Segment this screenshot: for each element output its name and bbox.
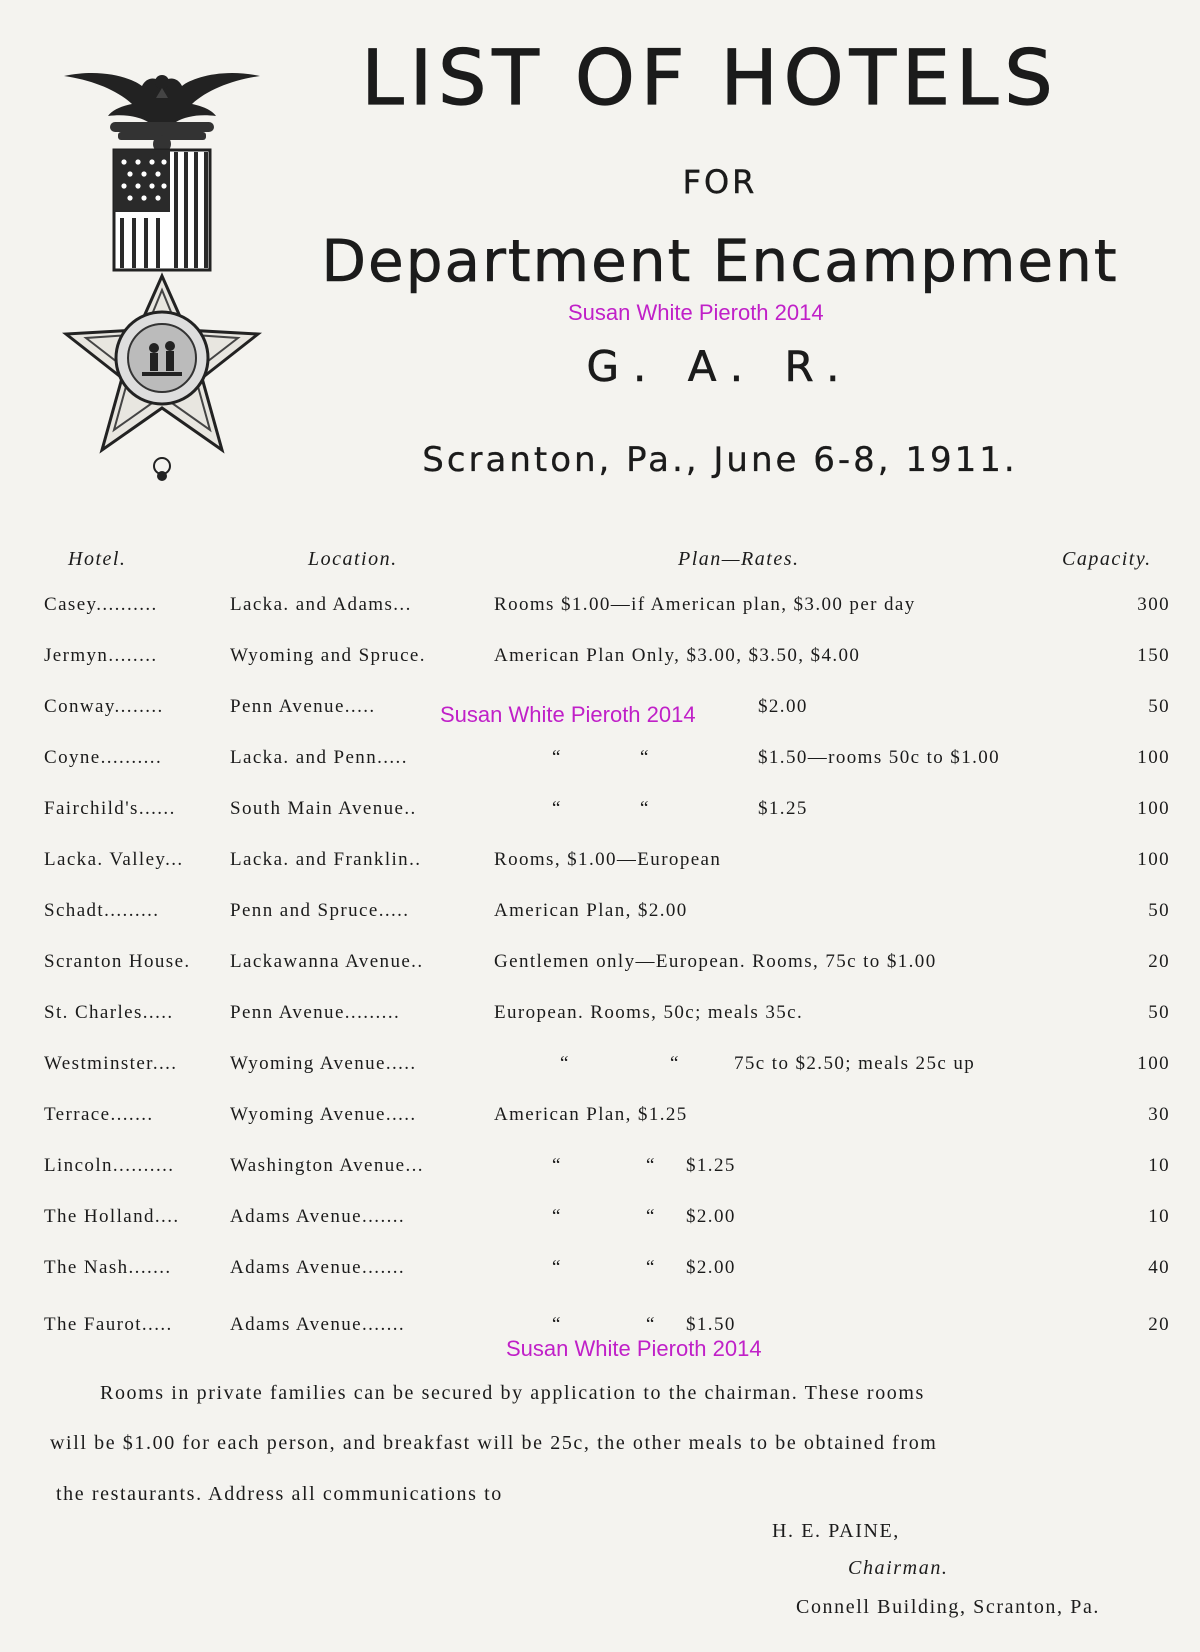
hotel-location: Lacka. and Franklin.. — [230, 849, 422, 870]
table-row — [0, 747, 1200, 779]
page-title: LIST OF HOTELS — [361, 33, 1059, 122]
ditto-mark: “ — [646, 1257, 656, 1278]
hotel-name: Terrace....... — [44, 1104, 154, 1125]
hotel-plan: $2.00 — [686, 1206, 736, 1227]
title-for: FOR — [682, 163, 758, 201]
table-row — [0, 1053, 1200, 1085]
hotel-plan: 75c to $2.50; meals 25c up — [734, 1053, 976, 1074]
hotel-plan: Gentlemen only—European. Rooms, 75c to $1.00 — [494, 951, 937, 972]
ditto-mark: “ — [552, 1314, 562, 1335]
watermark: Susan White Pieroth 2014 — [440, 702, 696, 727]
table-row — [0, 1206, 1200, 1238]
hotel-plan: American Plan, $1.25 — [494, 1104, 688, 1125]
hotel-capacity: 100 — [1137, 747, 1170, 768]
hotel-location: Adams Avenue....... — [230, 1206, 406, 1227]
ditto-mark: “ — [552, 747, 562, 768]
hotel-location: Penn and Spruce..... — [230, 900, 410, 921]
footer-paragraph-line: the restaurants. Address all communications to — [56, 1483, 503, 1505]
ditto-mark: “ — [552, 1155, 562, 1176]
gar-medal-icon — [62, 58, 262, 498]
hotel-location: Penn Avenue..... — [230, 696, 376, 717]
hotel-capacity: 20 — [1148, 951, 1170, 972]
column-header-hotel: Hotel. — [68, 548, 127, 570]
hotel-name: Jermyn........ — [44, 645, 158, 666]
ditto-mark: “ — [552, 1257, 562, 1278]
hotel-plan: $1.25 — [758, 798, 808, 819]
hotel-plan: American Plan Only, $3.00, $3.50, $4.00 — [494, 645, 861, 666]
hotel-name: The Holland.... — [44, 1206, 180, 1227]
hotel-name: Westminster.... — [44, 1053, 178, 1074]
footer-paragraph-line: Rooms in private families can be secured by application to the chairman. These rooms — [100, 1382, 925, 1404]
hotel-name: Lacka. Valley... — [44, 849, 184, 870]
signer-title: Chairman. — [848, 1557, 949, 1579]
hotel-capacity: 40 — [1148, 1257, 1170, 1278]
hotel-location: Wyoming Avenue..... — [230, 1104, 417, 1125]
watermark: Susan White Pieroth 2014 — [506, 1336, 762, 1361]
column-header-capacity: Capacity. — [1062, 548, 1152, 570]
table-row — [0, 1104, 1200, 1136]
hotel-name: Schadt......... — [44, 900, 160, 921]
flag-icon — [114, 150, 210, 270]
place-date: Scranton, Pa., June 6-8, 1911. — [422, 440, 1018, 480]
hotel-name: The Nash....... — [44, 1257, 172, 1278]
hotel-plan: $2.00 — [758, 696, 808, 717]
org-title: G. A. R. — [586, 342, 854, 391]
hotel-location: Adams Avenue....... — [230, 1257, 406, 1278]
hotel-name: Coyne.......... — [44, 747, 163, 768]
ditto-mark: “ — [640, 747, 650, 768]
hotel-capacity: 100 — [1137, 849, 1170, 870]
ditto-mark: “ — [670, 1053, 680, 1074]
column-header-location: Location. — [308, 548, 398, 570]
hotel-plan: Rooms, $1.00—European — [494, 849, 722, 870]
ditto-mark: “ — [640, 798, 650, 819]
hotel-plan: $2.00 — [686, 1257, 736, 1278]
hotel-location: South Main Avenue.. — [230, 798, 417, 819]
hotel-location: Washington Avenue... — [230, 1155, 424, 1176]
hotel-name: Conway........ — [44, 696, 164, 717]
hotel-capacity: 20 — [1148, 1314, 1170, 1335]
hotel-location: Penn Avenue......... — [230, 1002, 401, 1023]
hotel-location: Wyoming Avenue..... — [230, 1053, 417, 1074]
column-header-plan: Plan—Rates. — [678, 548, 800, 570]
ditto-mark: “ — [552, 798, 562, 819]
hotel-plan: $1.50—rooms 50c to $1.00 — [758, 747, 1001, 768]
table-row — [0, 594, 1200, 626]
hotel-plan: European. Rooms, 50c; meals 35c. — [494, 1002, 804, 1023]
signer-address: Connell Building, Scranton, Pa. — [796, 1596, 1101, 1618]
hotel-capacity: 300 — [1137, 594, 1170, 615]
table-row — [0, 951, 1200, 983]
hotel-location: Lacka. and Penn..... — [230, 747, 408, 768]
star-badge-icon — [66, 276, 258, 481]
ditto-mark: “ — [646, 1314, 656, 1335]
table-row — [0, 645, 1200, 677]
table-row — [0, 849, 1200, 881]
table-row — [0, 1257, 1200, 1289]
footer-paragraph-line: will be $1.00 for each person, and breakfast will be 25c, the other meals to be obtained from — [50, 1432, 938, 1454]
hotel-capacity: 100 — [1137, 1053, 1170, 1074]
hotel-name: Fairchild's...... — [44, 798, 176, 819]
hotel-capacity: 10 — [1148, 1155, 1170, 1176]
hotel-name: Scranton House. — [44, 951, 191, 972]
hotel-location: Lackawanna Avenue.. — [230, 951, 424, 972]
ditto-mark: “ — [552, 1206, 562, 1227]
hotel-plan: Rooms $1.00—if American plan, $3.00 per day — [494, 594, 916, 615]
eagle-icon — [64, 73, 260, 122]
hotel-name: Casey.......... — [44, 594, 158, 615]
hotel-capacity: 100 — [1137, 798, 1170, 819]
hotel-plan: American Plan, $2.00 — [494, 900, 688, 921]
watermark: Susan White Pieroth 2014 — [568, 300, 824, 325]
hotel-capacity: 30 — [1148, 1104, 1170, 1125]
hotel-name: The Faurot..... — [44, 1314, 173, 1335]
ditto-mark: “ — [646, 1206, 656, 1227]
table-row — [0, 1002, 1200, 1034]
hotel-capacity: 10 — [1148, 1206, 1170, 1227]
hotel-name: St. Charles..... — [44, 1002, 174, 1023]
ditto-mark: “ — [560, 1053, 570, 1074]
table-row — [0, 1155, 1200, 1187]
table-row — [0, 900, 1200, 932]
hotel-capacity: 50 — [1148, 900, 1170, 921]
table-row — [0, 798, 1200, 830]
hotel-capacity: 50 — [1148, 1002, 1170, 1023]
ditto-mark: “ — [646, 1155, 656, 1176]
hotel-location: Wyoming and Spruce. — [230, 645, 426, 666]
signer-name: H. E. PAINE, — [772, 1520, 900, 1542]
hotel-plan: $1.50 — [686, 1314, 736, 1335]
hotel-location: Adams Avenue....... — [230, 1314, 406, 1335]
hotel-capacity: 50 — [1148, 696, 1170, 717]
hotel-name: Lincoln.......... — [44, 1155, 175, 1176]
event-title: Department Encampment — [321, 227, 1119, 295]
hotel-capacity: 150 — [1137, 645, 1170, 666]
hotel-plan: $1.25 — [686, 1155, 736, 1176]
hotel-location: Lacka. and Adams... — [230, 594, 412, 615]
